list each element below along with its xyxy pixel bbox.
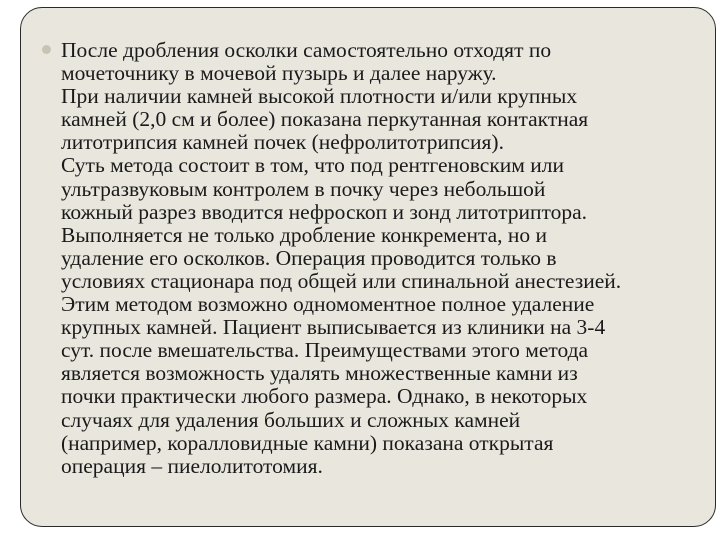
text-line: почки практически любого размера. Однако, в некоторых — [61, 384, 588, 409]
text-line: является возможность удалять множественные камни из — [61, 361, 578, 386]
text-line: мочеточнику в мочевой пузырь и далее наружу. — [61, 61, 497, 86]
text-line: крупных камней. Пациент выписывается из клиники на 3-4 — [61, 315, 606, 340]
text-line: литотрипсия камней почек (нефролитотрипсия). — [61, 130, 504, 155]
text-line: ультразвуковым контролем в почку через небольшой — [61, 176, 546, 201]
text-line: кожный разрез вводится нефроскоп и зонд литотриптора. — [61, 199, 588, 224]
text-line: Этим методом возможно одномоментное полное удаление — [61, 292, 595, 317]
text-line: операция – пиелолитотомия. — [61, 453, 323, 478]
text-line: сут. после вмешательства. Преимуществами этого метода — [61, 338, 589, 363]
text-line: удаление его осколков. Операция проводится только в — [61, 245, 557, 270]
text-line: После дробления осколки самостоятельно отходят по — [61, 38, 552, 62]
text-line: (например, коралловидные камни) показана открытая — [61, 430, 554, 455]
body-text — [61, 39, 701, 478]
text-line: При наличии камней высокой плотности и/или крупных — [61, 84, 578, 109]
text-line: случаях для удаления больших и сложных камней — [61, 407, 521, 432]
text-line: Суть метода состоит в том, что под рентгеновским или — [61, 153, 564, 178]
text-line: камней (2,0 см и более) показана перкутанная контактная — [61, 107, 589, 132]
text-line: условиях стационара под общей или спинальной анестезией. — [61, 268, 622, 293]
bullet-dot-icon — [42, 45, 51, 54]
text-line: Выполняется не только дробление конкремента, но и — [61, 222, 548, 247]
